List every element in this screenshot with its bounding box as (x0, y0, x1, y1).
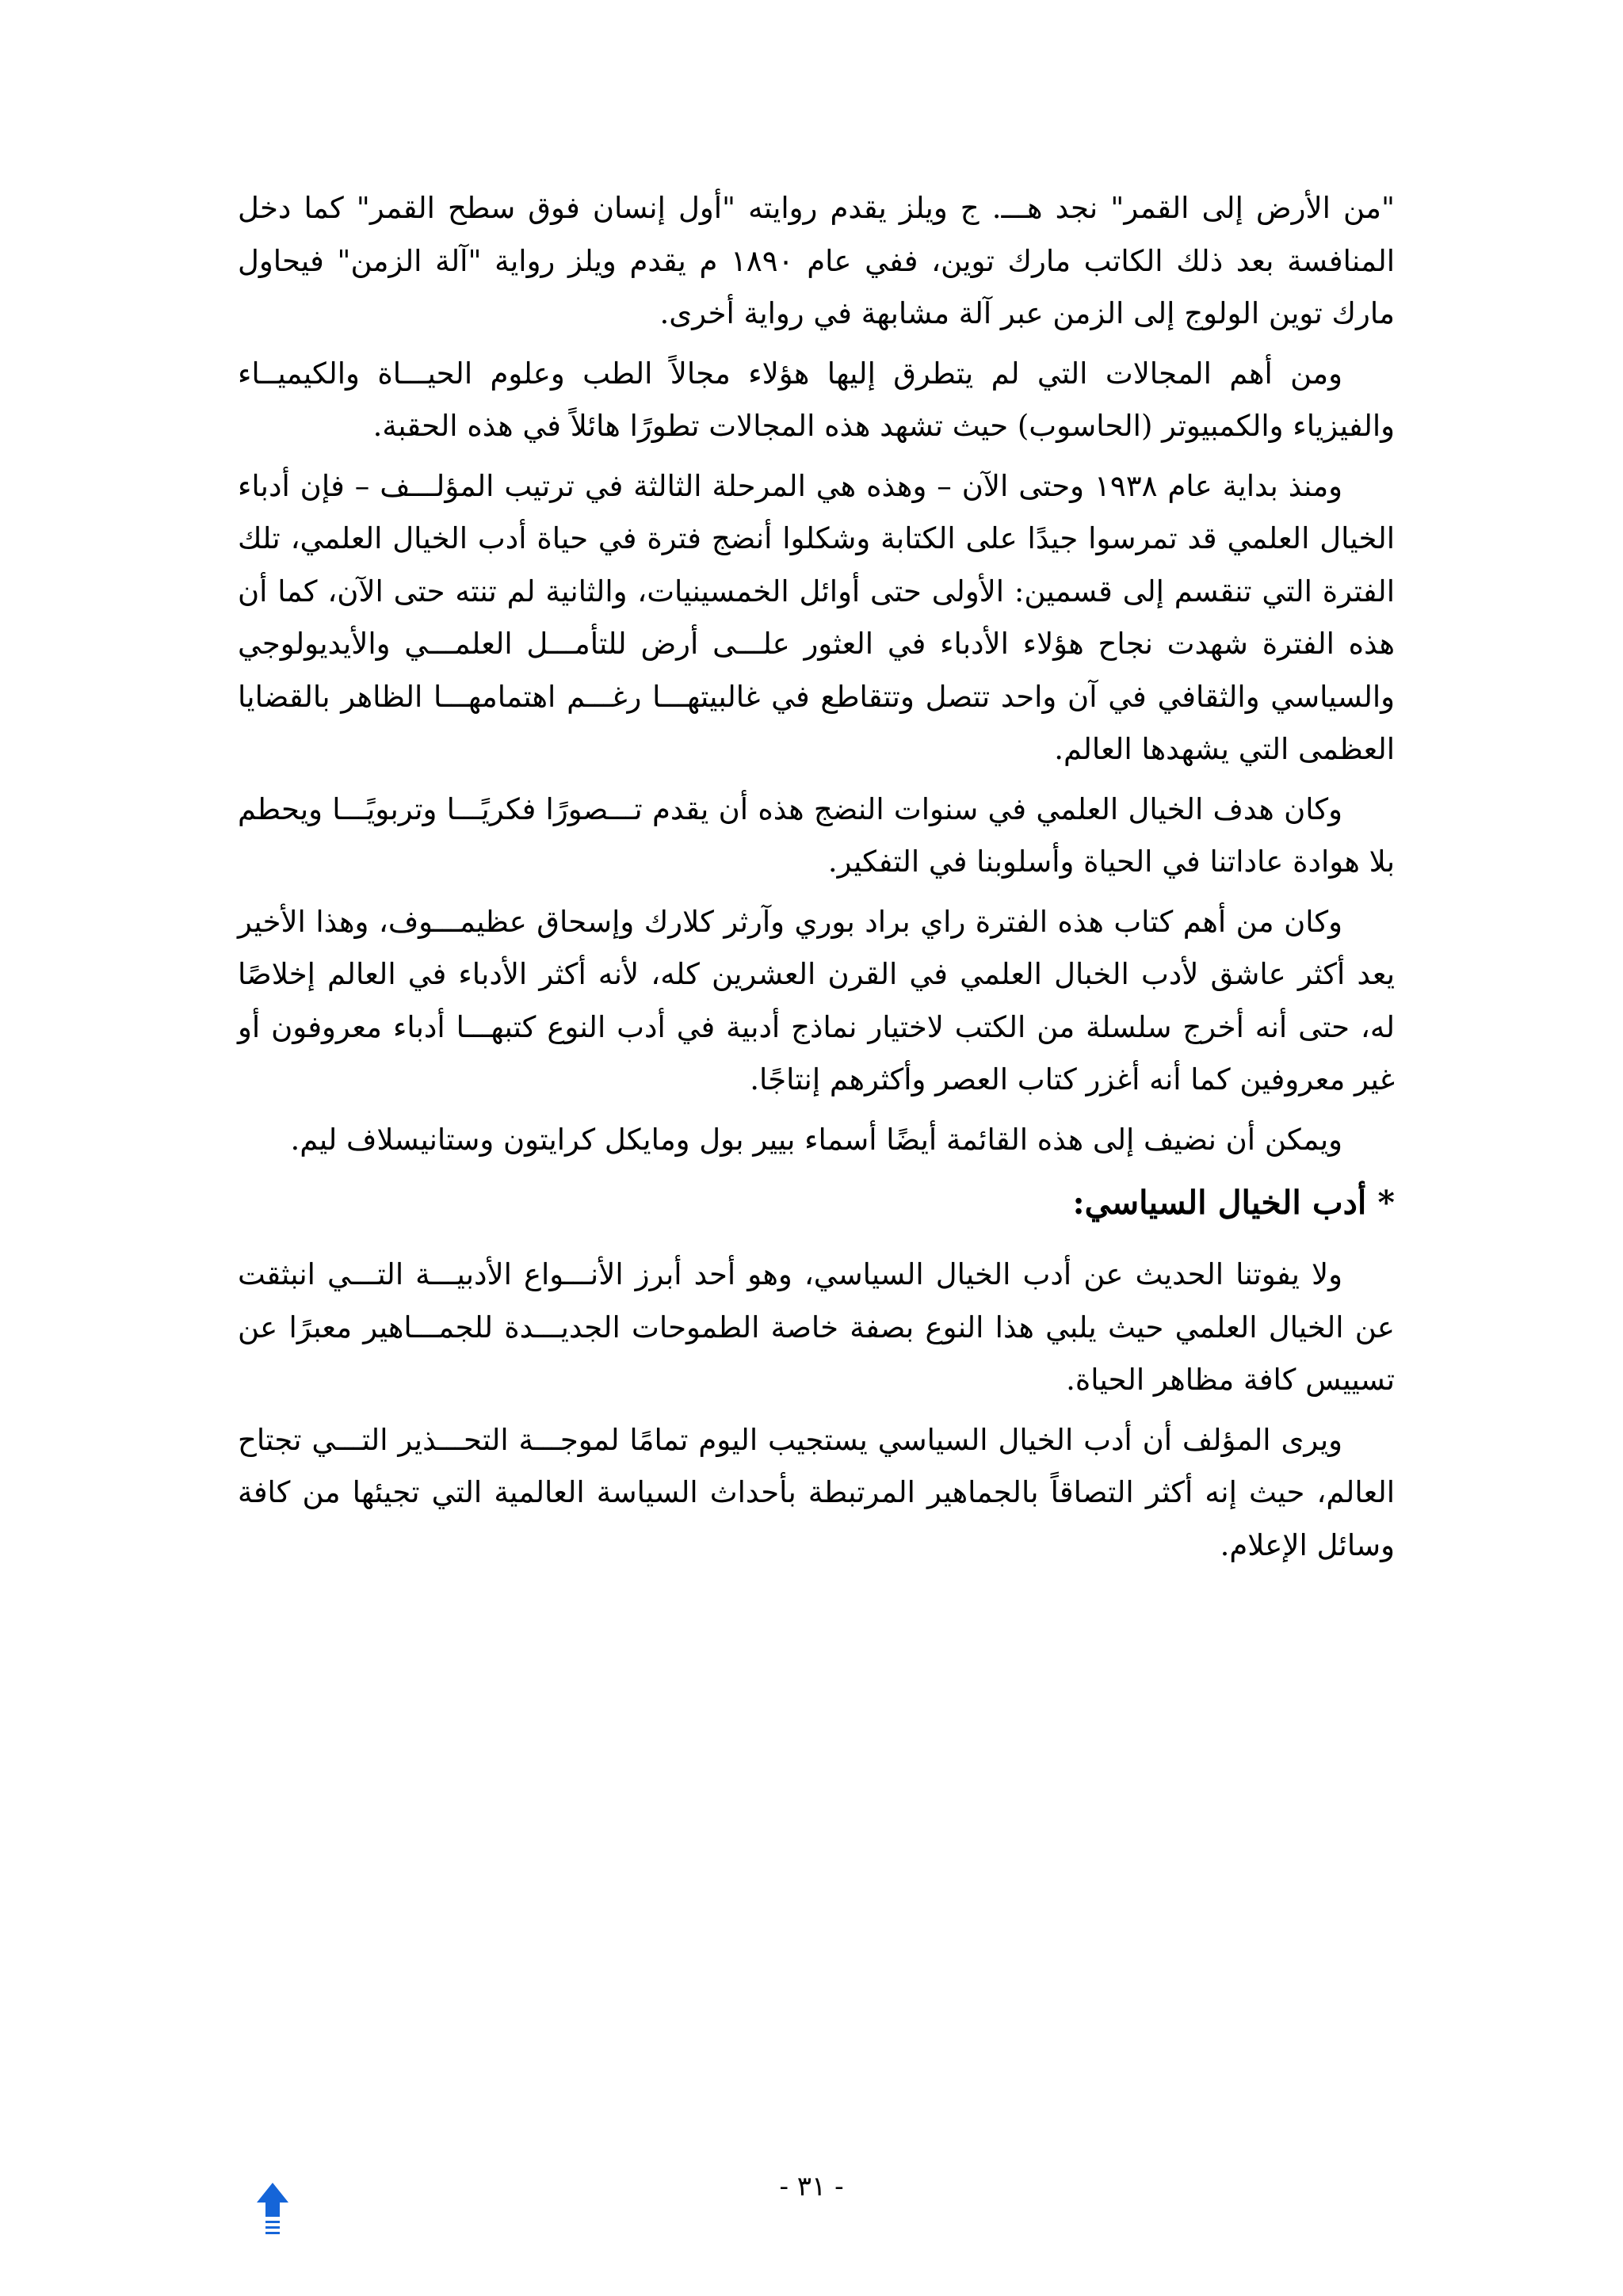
paragraph-8: ويرى المؤلف أن أدب الخيال السياسي يستجيب اليوم تمامًا لموجـــة التحـــذير التـــي تجتاح العالم، حيث إنه أكثر التصاقاً بالجماهير المرتبطة بأحداث السياسة العالمية التي تجيئها من كافة وسائل الإعلام. (238, 1422, 1395, 1562)
paragraph-1: "من الأرض إلى القمر" نجد هـــ. ج ويلز يقدم روايته "أول إنسان فوق سطح القمر" كما دخل المنافسة بعد ذلك الكاتب مارك توين، ففي عام ١٨٩٠ م يقدم ويلز رواية "آلة الزمن" فيحاول مارك توين الولوج إلى الزمن عبر آلة مشابهة في رواية أخرى. (238, 191, 1395, 330)
paragraph-3: ومنذ بداية عام ١٩٣٨ وحتى الآن – وهذه هي المرحلة الثالثة في ترتيب المؤلـــف – فإن أدباء الخيال العلمي قد تمرسوا جيدًا على الكتابة وشكلوا أنضج فترة في حياة أدب الخيال العلمي، تلك الفترة التي تنقسم إلى قسمين: الأولى حتى أوائل الخمسينيات، والثانية لم تنته حتى الآن، كما أن هذه الفترة شهدت نجاح هؤلاء الأدباء في العثور علـــى أرض للتأمـــل العلمـــي والأيديولوجي والسياسي والثقافي في آن واحد تتصل وتتقاطع في غالبيتهـــا رغـــم اهتمامهـــا الظاهر بالقضايا العظمى التي يشهدها العالم. (238, 468, 1395, 766)
paragraph-7: ولا يفوتنا الحديث عن أدب الخيال السياسي، وهو أحد أبرز الأنـــواع الأدبيـــة التـــي انبثقت عن الخيال العلمي حيث يلبي هذا النوع بصفة خاصة الطموحات الجديـــدة للجمـــاهير معبرًا عن تسييس كافة مظاهر الحياة. (238, 1257, 1395, 1397)
up-arrow-icon (255, 2181, 290, 2238)
scroll-to-top-button[interactable] (255, 2181, 290, 2238)
paragraph-5: وكان من أهم كتاب هذه الفترة راي براد بوري وآرثر كلارك وإسحاق عظيمـــوف، وهذا الأخير يعد أكثر عاشق لأدب الخبال العلمي في القرن العشرين كله، لأنه أكثر الأدباء في العالم إخلاصًا له، حتى أنه أخرج سلسلة من الكتب لاختيار نماذج أدبية في أدب النوع كتبهـــا أدباء معروفون أو غير معروفين كما أنه أغزر كتاب العصر وأكثرهم إنتاجًا. (238, 904, 1395, 1097)
section-heading: * أدب الخيال السياسي: (1072, 1184, 1395, 1222)
paragraph-4: وكان هدف الخيال العلمي في سنوات النضج هذه أن يقدم تـــصورًا فكريًـــا وتربويًـــا ويحطم بلا هوادة عاداتنا في الحياة وأسلوبنا في التفكير. (238, 791, 1395, 879)
paragraph-6: ويمكن أن نضيف إلى هذه القائمة أيضًا أسماء بيير بول ومايكل كرايتون وستانيسلاف ليم. (290, 1122, 1342, 1157)
paragraph-2: ومن أهم المجالات التي لم يتطرق إليها هؤلاء مجالاً الطب وعلوم الحيـــاة والكيميــاء والفيزياء والكمبيوتر (الحاسوب) حيث تشهد هذه المجالات تطورًا هائلاً في هذه الحقبة. (238, 356, 1395, 443)
body-text (238, 182, 1395, 1579)
page-number: - ٣١ - (779, 2171, 844, 2203)
